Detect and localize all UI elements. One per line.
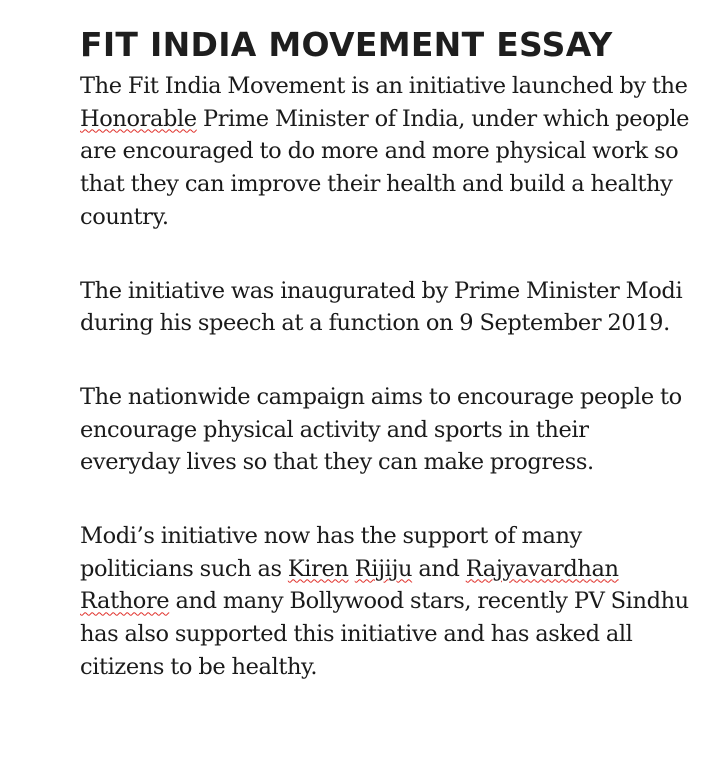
paragraph-3: The nationwide campaign aims to encourage people to encourage physical activity and sports in their everyday lives so that they can make progress. — [80, 383, 682, 476]
paragraph-2: The initiative was inaugurated by Prime Minister Modi during his speech at a function on 9 September 2019. — [80, 277, 683, 337]
paragraph-4-text-b: and — [412, 555, 466, 582]
misspelled-word[interactable]: Rajyavardhan — [465, 555, 619, 582]
paragraph-1-text-b: Prime Minister of India, under which people are encouraged to do more and more physical work so that they can improve their health and build a healthy country. — [80, 105, 690, 230]
paragraph-1-text-a: The Fit India Movement is an initiative launched by the — [80, 73, 688, 99]
misspelled-word[interactable]: Rathore — [80, 588, 170, 615]
misspelled-word[interactable]: Kiren — [287, 555, 349, 582]
paragraph-4-text-a: Modi’s initiative now has the support of many politicians such as — [80, 523, 582, 582]
document-page — [80, 22, 690, 725]
paragraph-4 — [80, 520, 690, 684]
paragraph-1 — [80, 70, 690, 234]
paragraph-4-text-c: and many Bollywood stars, recently PV Sindhu has also supported this initiative and has asked all citizens to be healthy. — [80, 588, 689, 680]
misspelled-word[interactable]: Honorable — [80, 105, 197, 132]
misspelled-word[interactable]: Rijiju — [354, 555, 413, 582]
essay-title: FIT INDIA MOVEMENT ESSAY — [80, 25, 613, 64]
